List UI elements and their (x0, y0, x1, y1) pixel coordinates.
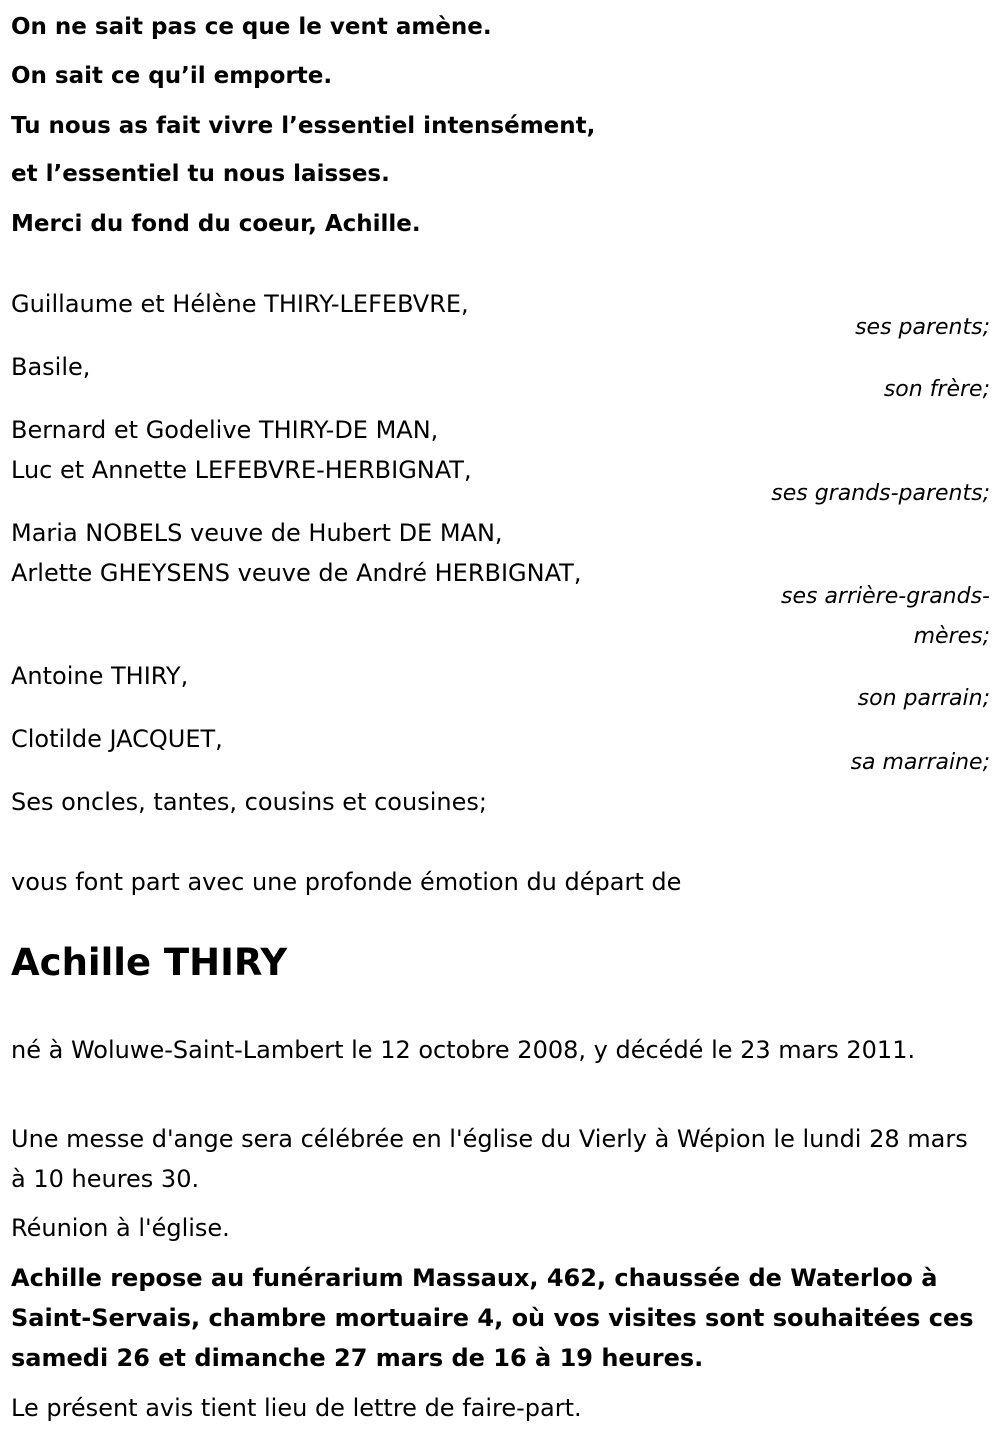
closing-text: Le présent avis tient lieu de lettre de faire-part. (11, 1394, 582, 1422)
announcement-text: vous font part avec une profonde émotion du départ de (11, 868, 682, 896)
brother-relation: son frère; (883, 377, 990, 402)
poem-line-4: et l’essentiel tu nous laisses. (11, 161, 390, 187)
grandparents-relation: ses grands-parents; (771, 481, 990, 506)
brother-name: Basile, (11, 353, 91, 381)
godfather-name: Antoine THIRY, (11, 662, 189, 690)
funerarium-text: Achille repose au funérarium Massaux, 462, chaussée de Waterloo à Saint-Servais, chambre mortuaire 4, où vos visites sont souhaitées ces samedi 26 et dimanche 27 mars de 16 à 19 heures. (11, 1264, 974, 1372)
godmother-relation: sa marraine; (850, 750, 990, 775)
poem-line-3: Tu nous as fait vivre l’essentiel intensément, (11, 113, 596, 139)
poem-line-2: On sait ce qu’il emporte. (11, 63, 333, 89)
godfather-relation: son parrain; (857, 686, 990, 711)
deceased-name: Achille THIRY (11, 941, 288, 984)
grandparents-name-1: Bernard et Godelive THIRY-DE MAN, (11, 416, 439, 444)
poem-line-1: On ne sait pas ce que le vent amène. (11, 14, 492, 40)
extended-family: Ses oncles, tantes, cousins et cousines; (11, 788, 487, 816)
poem-line-5: Merci du fond du coeur, Achille. (11, 211, 421, 237)
reunion-text: Réunion à l'église. (11, 1214, 230, 1242)
grandparents-name-2: Luc et Annette LEFEBVRE-HERBIGNAT, (11, 456, 472, 484)
godmother-name: Clotilde JACQUET, (11, 725, 223, 753)
greatgrandmother-name-2: Arlette GHEYSENS veuve de André HERBIGNAT, (11, 559, 582, 587)
parents-names: Guillaume et Hélène THIRY-LEFEBVRE, (11, 290, 469, 318)
parents-relation: ses parents; (855, 315, 990, 340)
mass-text: Une messe d'ange sera célébrée en l'église du Vierly à Wépion le lundi 28 mars à 10 heures 30. (11, 1125, 968, 1193)
greatgrandmothers-relation: ses arrière-grands-mères; (781, 584, 990, 649)
greatgrandmother-name-1: Maria NOBELS veuve de Hubert DE MAN, (11, 519, 503, 547)
birth-death-text: né à Woluwe-Saint-Lambert le 12 octobre 2008, y décédé le 23 mars 2011. (11, 1036, 916, 1064)
